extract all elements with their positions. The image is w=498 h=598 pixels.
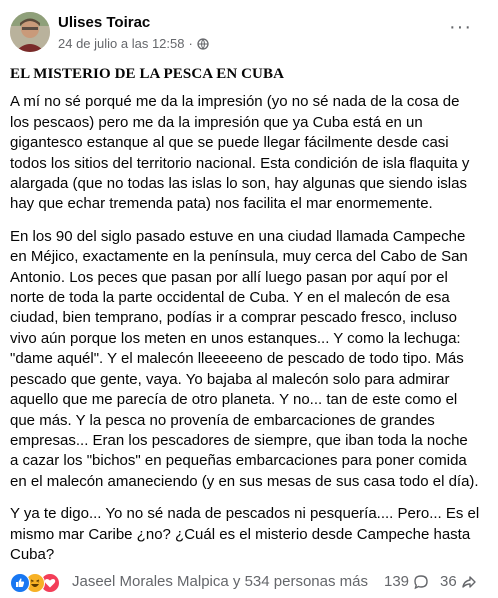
meta-separator: ·: [188, 36, 193, 51]
timestamp[interactable]: 24 de julio a las 12:58: [58, 36, 185, 51]
post-paragraph: A mí no sé porqué me da la impresión (yo no sé nada de la cosa de los pescaos) pero me da la impresión que ya Cuba está en un gigantesco estanque al que se puede llegar fácilmente desde casi todos los sitios del territorio nacional. Esta condición de isla flaquita y alargada (que no todas las islas lo son, hay algunas que siendo islas hay que echar tremenda pata) nos facilita el mar enormemente.: [10, 93, 470, 213]
post-paragraph: Y ya te digo... Yo no sé nada de pescados ni pesquería.... Pero... Es el mismo mar Caribe ¿no? ¿Cuál es el misterio desde Campeche hasta Cuba?: [10, 505, 480, 563]
post-header: [10, 12, 488, 56]
share-count-value: 36: [440, 573, 457, 590]
post-content: [10, 64, 480, 577]
comment-count-value: 139: [384, 573, 410, 590]
like-icon: [10, 573, 30, 593]
share-icon: [461, 574, 477, 590]
author-name[interactable]: Ulises Toirac: [58, 14, 151, 31]
post-paragraph: En los 90 del siglo pasado estuve en una ciudad llamada Campeche en Méjico, exactamente en la península, muy cerca del Cabo de San Antonio. Los peces que pasan por allí luego pasan por aquí por el norte de toda la parte occidental de Cuba. Y en el malecón de esa ciudad, bien temprano, podías ir a comprar pescado fresco, incluso vivo aún porque los meten en unos estanques... Y como la lechuga: "dame aquél". Y el malecón lleeeeeno de pescado de todo tipo. Más pescado que gente, vaya. Yo bajaba al malecón solo para admirar aquello que me parecía de otro planeta. Y no... tan de este como el que más. Y la pesca no provenía de embarcaciones de grandes empresas... Eran los pescadores de siempre, que iban toda la noche a cazar los "bichos" en pequeñas embarcaciones para poner comida en el malecón amaneciendo (y en sus mesas de sus casa todo el día).: [10, 227, 479, 490]
reactors-text[interactable]: Jaseel Morales Malpica y 534 personas más: [72, 573, 368, 590]
globe-icon[interactable]: [197, 38, 209, 50]
shares-count[interactable]: [440, 573, 477, 590]
post-title: EL MISTERIO DE LA PESCA EN CUBA: [10, 66, 285, 82]
comment-icon: [413, 574, 429, 590]
post-meta: [58, 36, 209, 51]
comments-count[interactable]: [384, 573, 429, 590]
reactions-summary[interactable]: [10, 573, 68, 593]
more-options-icon[interactable]: ···: [449, 16, 472, 38]
avatar[interactable]: [10, 12, 50, 52]
post-footer: [10, 571, 488, 595]
